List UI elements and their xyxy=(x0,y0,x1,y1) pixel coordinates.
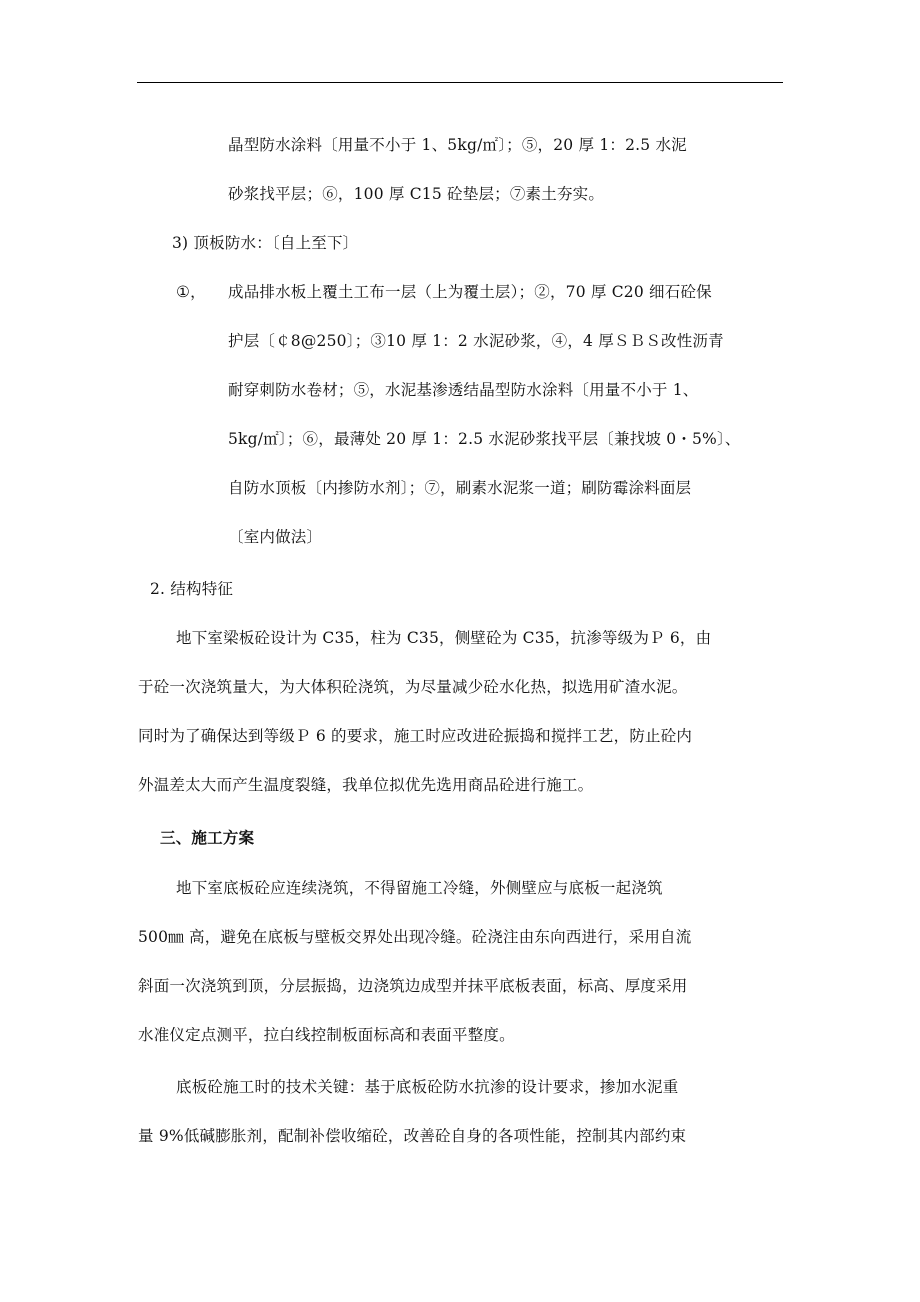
chapter-heading: 三、施工方案 xyxy=(160,828,255,847)
text-line: 砂浆找平层；⑥，100 厚 C15 砼垫层；⑦素土夯实。 xyxy=(228,185,605,203)
text-line: 晶型防水涂料〔用量不小于 1、5kg/㎡〕；⑤，20 厚 1：2.5 水泥 xyxy=(228,136,687,154)
text-line: 耐穿刺防水卷材；⑤，水泥基渗透结晶型防水涂料〔用量不小于 1、 xyxy=(228,381,699,399)
text-line: 5kg/㎡〕；⑥，最薄处 20 厚 1：2.5 水泥砂浆找平层〔兼找坡 0・5%〕、 xyxy=(228,430,741,448)
header-rule xyxy=(137,82,783,83)
text-line: 成品排水板上覆土工布一层（上为覆土层）；②，70 厚 C20 细石砼保 xyxy=(228,283,712,301)
paragraph-line: 量 9%低碱膨胀剂，配制补偿收缩砼，改善砼自身的各项性能，控制其内部约束 xyxy=(138,1127,687,1145)
paragraph-line: 500㎜ 高，避免在底板与壁板交界处出现冷缝。砼浇注由东向西进行，采用自流 xyxy=(138,928,692,946)
list-marker: ①， xyxy=(176,283,206,301)
paragraph-line: 外温差太大而产生温度裂缝，我单位拟优先选用商品砼进行施工。 xyxy=(138,776,594,794)
paragraph-line: 斜面一次浇筑到顶，分层振捣，边浇筑边成型并抹平底板表面，标高、厚度采用 xyxy=(138,977,688,995)
paragraph-line: 地下室底板砼应连续浇筑，不得留施工冷缝，外侧壁应与底板一起浇筑 xyxy=(176,879,663,897)
list-heading: 3) 顶板防水：〔自上至下〕 xyxy=(172,234,359,252)
paragraph-line: 于砼一次浇筑量大，为大体积砼浇筑，为尽量减少砼水化热，拟选用矿渣水泥。 xyxy=(138,678,688,696)
paragraph-line: 水准仪定点测平，拉白线控制板面标高和表面平整度。 xyxy=(138,1026,515,1044)
section-heading: 2. 结构特征 xyxy=(150,580,234,598)
text-line: 自防水顶板〔内掺防水剂〕；⑦，刷素水泥浆一道；刷防霉涂料面层 xyxy=(228,479,692,497)
text-line: 〔室内做法〕 xyxy=(228,528,323,546)
paragraph-line: 地下室梁板砼设计为 C35，柱为 C35，侧壁砼为 C35，抗渗等级为Ｐ 6，由 xyxy=(176,629,712,647)
paragraph-line: 同时为了确保达到等级Ｐ 6 的要求，施工时应改进砼振捣和搅拌工艺，防止砼内 xyxy=(138,727,693,745)
paragraph-line: 底板砼施工时的技术关键：基于底板砼防水抗渗的设计要求，掺加水泥重 xyxy=(176,1078,679,1096)
text-line: 护层〔￠8@250〕；③10 厚 1：2 水泥砂浆，④，4 厚ＳＢＳ改性沥青 xyxy=(228,332,724,350)
